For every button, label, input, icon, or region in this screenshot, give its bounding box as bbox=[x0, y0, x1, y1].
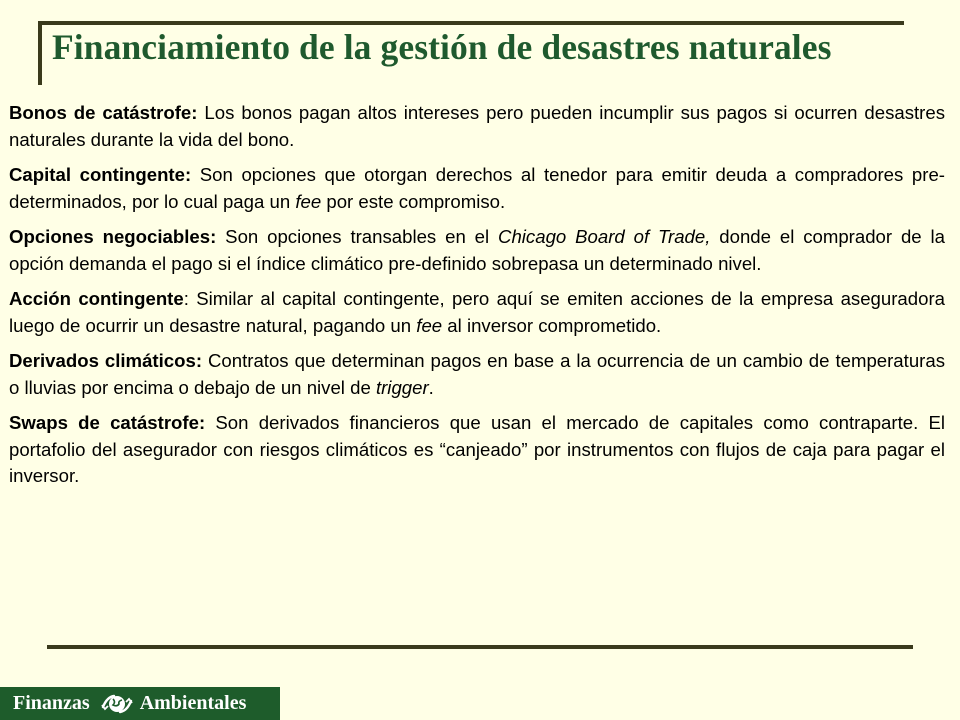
definition-separator: : bbox=[184, 164, 192, 185]
italic-term: fee bbox=[416, 314, 443, 336]
definition-paragraph bbox=[9, 162, 945, 215]
definition-text: Son opciones que otorgan derechos al tenedor para emitir deuda a compradores pre-determinados, por lo cual paga un bbox=[9, 164, 945, 212]
definition-separator: : bbox=[195, 350, 203, 371]
slide-title: Financiamiento de la gestión de desastres naturales bbox=[52, 27, 832, 67]
definition-term: Opciones negociables bbox=[9, 226, 211, 247]
definition-separator: : bbox=[191, 102, 198, 123]
italic-term: trigger bbox=[375, 376, 429, 398]
definition-text: Son derivados financieros que usan el mercado de capitales como contraparte. El portafolio del asegurador con riesgos climáticos es “canjeado” por instrumentos con flujos de caja para pagar el inversor. bbox=[9, 412, 946, 486]
definition-text: . bbox=[428, 376, 434, 398]
definition-paragraph bbox=[9, 286, 945, 339]
definitions-list bbox=[9, 100, 945, 499]
definition-paragraph bbox=[9, 348, 945, 401]
italic-term: fee bbox=[295, 190, 322, 212]
italic-term: Chicago Board of Trade, bbox=[498, 226, 711, 247]
definition-term: Capital contingente bbox=[9, 164, 185, 185]
definition-paragraph bbox=[9, 224, 945, 277]
definition-term: Swaps de catástrofe bbox=[9, 412, 199, 433]
definition-separator: : bbox=[198, 412, 206, 433]
definition-text: donde el comprador de la opción demanda el pago si el índice climático pre-definido sobrepasa un determinado nivel. bbox=[9, 226, 946, 274]
logo-text-finanzas: Finanzas bbox=[13, 692, 90, 714]
footer-logo bbox=[0, 687, 280, 720]
globe-hands-icon bbox=[100, 692, 134, 716]
definition-separator: : bbox=[183, 288, 189, 309]
definition-text: Son opciones transables en el bbox=[216, 226, 499, 247]
definition-paragraph bbox=[9, 410, 945, 490]
definition-text: al inversor comprometido. bbox=[442, 314, 662, 336]
definition-text: Contratos que determinan pagos en base a la ocurrencia de un cambio de temperaturas o lluvias por encima o debajo de un nivel de bbox=[9, 350, 945, 398]
definition-paragraph bbox=[9, 100, 945, 153]
definition-term: Derivados climáticos bbox=[9, 350, 196, 371]
definition-term: Acción contingente bbox=[9, 288, 184, 309]
definition-separator: : bbox=[210, 226, 217, 247]
definition-text: Similar al capital contingente, pero aquí se emiten acciones de la empresa aseguradora luego de ocurrir un desastre natural, pagando un bbox=[9, 288, 945, 336]
definition-text: por este compromiso. bbox=[321, 190, 506, 212]
logo-text-ambientales: Ambientales bbox=[139, 692, 247, 714]
bottom-divider bbox=[47, 645, 913, 649]
definition-term: Bonos de catástrofe bbox=[9, 102, 192, 123]
definition-text: Los bonos pagan altos intereses pero pueden incumplir sus pagos si ocurren desastres naturales durante la vida del bono. bbox=[9, 102, 945, 150]
